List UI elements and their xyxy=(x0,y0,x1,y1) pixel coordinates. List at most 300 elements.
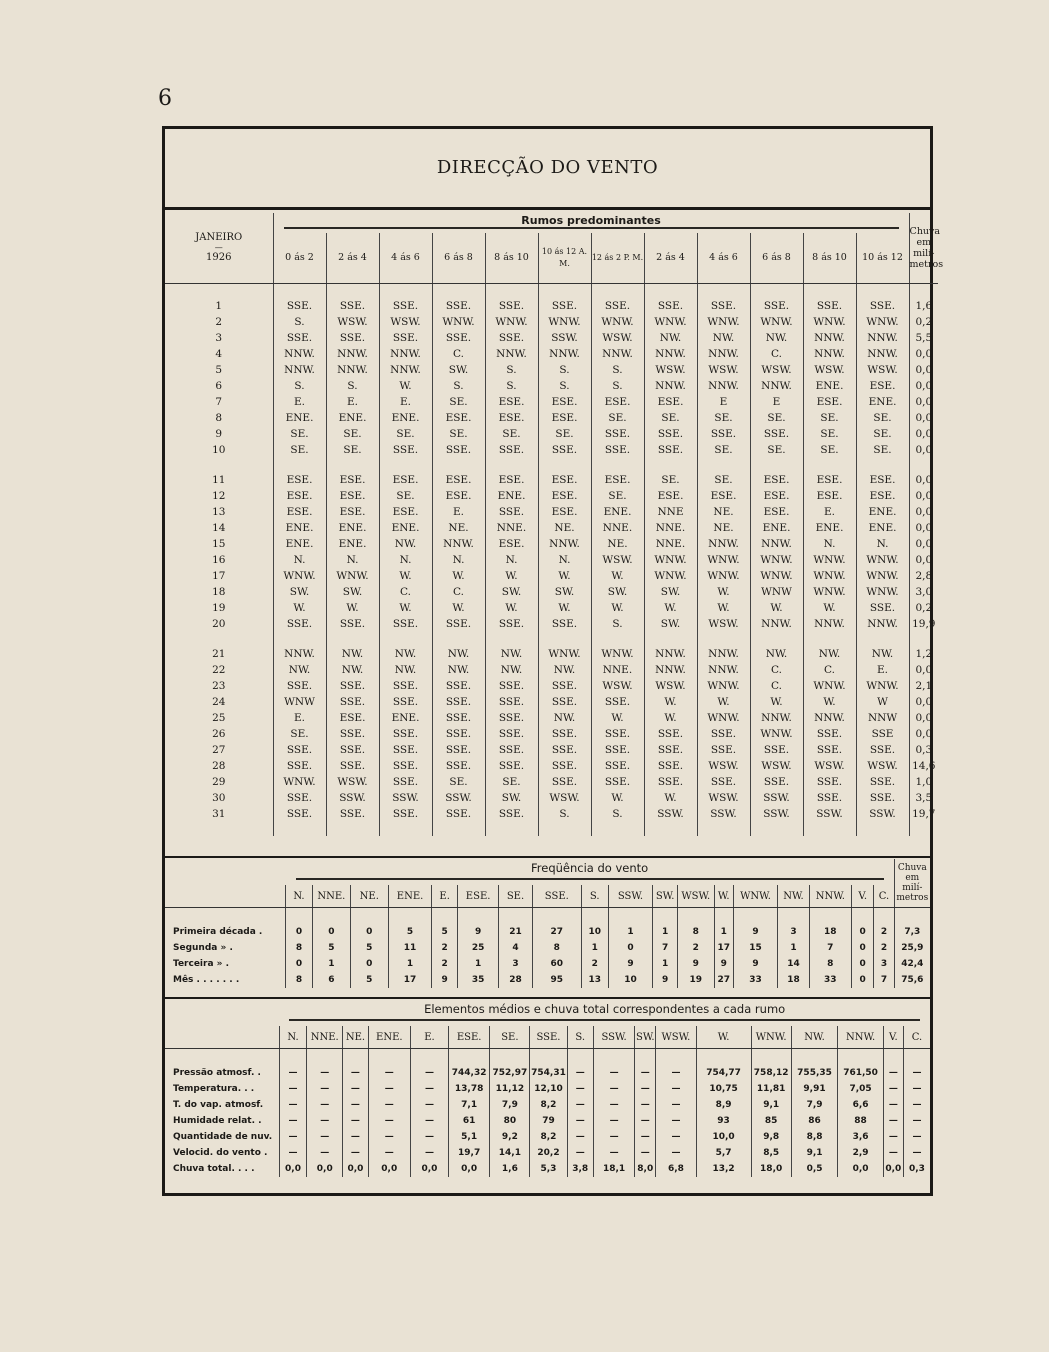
element-cell: — xyxy=(656,1097,696,1113)
wind-cell: S. xyxy=(485,378,538,394)
wind-cell: E. xyxy=(273,710,326,726)
wind-cell: WNW. xyxy=(697,710,750,726)
spacer-cell xyxy=(538,632,591,646)
wind-cell: NW. xyxy=(379,662,432,678)
wind-cell: W. xyxy=(591,568,644,584)
element-cell: 9,1 xyxy=(791,1145,838,1161)
wind-cell: C. xyxy=(803,662,856,678)
spacer-cell xyxy=(379,284,432,299)
wind-cell: SSW. xyxy=(697,806,750,822)
wind-cell: NNW. xyxy=(750,616,803,632)
wind-cell: NNW. xyxy=(644,662,697,678)
freq-cell: 0 xyxy=(350,924,388,940)
wind-cell: SSE. xyxy=(485,758,538,774)
spacer-cell xyxy=(432,284,485,299)
element-cell: — xyxy=(343,1145,368,1161)
freq-cell: 9 xyxy=(733,924,778,940)
element-cell: — xyxy=(883,1113,903,1129)
element-cell: — xyxy=(410,1065,448,1081)
spacer-cell xyxy=(273,284,326,299)
day-row xyxy=(165,472,938,488)
wind-cell: WNW. xyxy=(803,584,856,600)
wind-cell: ESE. xyxy=(856,378,909,394)
wind-cell: WSW. xyxy=(538,790,591,806)
hour-header xyxy=(273,233,326,284)
wind-cell: SSE. xyxy=(273,790,326,806)
spacer-cell xyxy=(165,1049,279,1066)
wind-cell: ENE. xyxy=(379,410,432,426)
freq-cell: 1 xyxy=(312,956,350,972)
wind-cell: SSW. xyxy=(750,790,803,806)
spacer-cell xyxy=(644,632,697,646)
day-number: 14 xyxy=(212,522,226,534)
freq-cell: 2 xyxy=(874,924,894,940)
wind-cell: SSE. xyxy=(644,758,697,774)
wind-cell: SSE. xyxy=(538,694,591,710)
element-cell: — xyxy=(656,1113,696,1129)
spacer-cell xyxy=(750,632,803,646)
wind-cell: S. xyxy=(538,806,591,822)
wind-cell: WNW. xyxy=(856,552,909,568)
spacer-cell xyxy=(165,284,273,299)
spacer-cell xyxy=(165,632,273,646)
element-cell: 8,2 xyxy=(530,1129,567,1145)
spacer-cell xyxy=(608,908,653,925)
freq-cell: 0 xyxy=(852,956,874,972)
freq-cell: 9 xyxy=(733,956,778,972)
element-cell: 0,0 xyxy=(279,1161,307,1177)
spacer-cell xyxy=(697,284,750,299)
rain-cell: 0,3 xyxy=(909,742,938,758)
direction-header: NNW. xyxy=(809,885,851,908)
day-row xyxy=(165,694,938,710)
direction-header: WNW. xyxy=(733,885,778,908)
hour-header xyxy=(326,233,379,284)
wind-cell: SW. xyxy=(538,584,591,600)
freq-cell: 9 xyxy=(432,972,458,988)
spacer-cell xyxy=(286,908,313,925)
spacer-cell xyxy=(750,458,803,472)
wind-cell: ESE. xyxy=(591,394,644,410)
wind-cell: SE. xyxy=(485,774,538,790)
wind-cell: NNW. xyxy=(697,536,750,552)
wind-cell: NNW. xyxy=(485,346,538,362)
spacer-cell xyxy=(432,632,485,646)
freq-cell: 35 xyxy=(457,972,498,988)
element-cell: — xyxy=(567,1065,593,1081)
wind-cell: S. xyxy=(538,362,591,378)
wind-cell: SSE. xyxy=(644,774,697,790)
wind-cell: SSE. xyxy=(432,742,485,758)
day-number: 4 xyxy=(215,348,223,360)
day-number: 9 xyxy=(215,428,223,440)
rain-cell: 0,0 xyxy=(909,346,938,362)
element-cell: 0,0 xyxy=(883,1161,903,1177)
day-number: 28 xyxy=(212,760,226,772)
spacer-cell xyxy=(653,908,678,925)
wind-cell: NNE. xyxy=(644,536,697,552)
freq-cell: 1 xyxy=(778,940,809,956)
wind-cell: W. xyxy=(644,694,697,710)
spacer-row xyxy=(165,822,938,836)
wind-cell: SSE. xyxy=(273,678,326,694)
freq-cell: 19 xyxy=(677,972,714,988)
wind-cell: WNW. xyxy=(538,314,591,330)
element-cell: — xyxy=(343,1065,368,1081)
elem-header-rule xyxy=(289,1019,920,1021)
spacer-cell xyxy=(591,458,644,472)
wind-cell: N. xyxy=(432,552,485,568)
day-row xyxy=(165,710,938,726)
day-row xyxy=(165,584,938,600)
month-label: JANEIRO xyxy=(195,232,243,243)
month-header-cell xyxy=(165,213,273,284)
freq-cell: 1 xyxy=(653,956,678,972)
wind-cell: SE. xyxy=(273,442,326,458)
day-row xyxy=(165,774,938,790)
wind-cell: SE. xyxy=(697,410,750,426)
wind-cell: NW. xyxy=(326,646,379,662)
wind-cell: SSE. xyxy=(379,774,432,790)
rain-cell: 19,9 xyxy=(909,616,938,632)
direction-header: N. xyxy=(279,1026,307,1049)
page-title: DIRECÇÃO DO VENTO xyxy=(436,157,659,178)
freq-cell: 0 xyxy=(286,924,313,940)
wind-cell: WNW xyxy=(273,694,326,710)
day-number: 8 xyxy=(215,412,223,424)
element-cell: — xyxy=(656,1065,696,1081)
group-header-cell xyxy=(273,213,909,233)
spacer-cell xyxy=(697,458,750,472)
day-row xyxy=(165,426,938,442)
freq-row xyxy=(165,972,930,988)
wind-cell: SE. xyxy=(432,394,485,410)
spacer-cell xyxy=(803,458,856,472)
day-number: 21 xyxy=(212,648,226,660)
wind-cell: SE. xyxy=(697,442,750,458)
wind-cell: SSE. xyxy=(379,298,432,314)
direction-header: N. xyxy=(286,885,313,908)
freq-cell: 8 xyxy=(532,940,581,956)
wind-cell: ENE. xyxy=(273,410,326,426)
direction-header: SSE. xyxy=(532,885,581,908)
element-cell: — xyxy=(567,1145,593,1161)
spacer-cell xyxy=(644,284,697,299)
element-cell: 0,0 xyxy=(449,1161,490,1177)
wind-cell: S. xyxy=(538,378,591,394)
hour-header xyxy=(591,233,644,284)
spacer-cell xyxy=(909,458,938,472)
wind-cell: W. xyxy=(750,600,803,616)
wind-cell: S. xyxy=(273,378,326,394)
wind-cell: SSE. xyxy=(379,330,432,346)
wind-cell: SSE. xyxy=(856,774,909,790)
day-number: 13 xyxy=(212,506,226,518)
hour-label: 6 ás 8 xyxy=(444,252,473,263)
wind-cell: ENE. xyxy=(803,520,856,536)
wind-cell: WSW. xyxy=(591,330,644,346)
spacer-cell xyxy=(368,1049,410,1066)
element-cell: 6,6 xyxy=(838,1097,883,1113)
wind-cell: NE. xyxy=(591,536,644,552)
wind-cell: NNW. xyxy=(697,662,750,678)
wind-cell: SW. xyxy=(644,616,697,632)
freq-cell: 18 xyxy=(809,924,851,940)
spacer-cell xyxy=(326,458,379,472)
year-label: 1926 xyxy=(206,252,232,263)
freq-cell: 2 xyxy=(432,956,458,972)
wind-cell: SSE. xyxy=(697,742,750,758)
wind-cell: NNW. xyxy=(697,378,750,394)
day-number: 18 xyxy=(212,586,226,598)
day-row xyxy=(165,410,938,426)
wind-cell: SSE. xyxy=(379,442,432,458)
freq-corner xyxy=(165,859,286,885)
wind-cell: WSW. xyxy=(591,678,644,694)
wind-cell: SSE. xyxy=(538,442,591,458)
spacer-cell xyxy=(538,284,591,299)
wind-cell: S. xyxy=(273,314,326,330)
wind-cell: NNW. xyxy=(697,346,750,362)
direction-header: S. xyxy=(581,885,608,908)
element-cell: — xyxy=(635,1081,656,1097)
wind-cell: SSE. xyxy=(326,298,379,314)
day-number: 3 xyxy=(215,332,223,344)
wind-cell: NNW. xyxy=(538,536,591,552)
wind-cell: ENE. xyxy=(379,710,432,726)
wind-cell: NNW. xyxy=(273,362,326,378)
element-cell: — xyxy=(368,1113,410,1129)
direction-header: NNE. xyxy=(307,1026,343,1049)
element-cell: — xyxy=(410,1097,448,1113)
wind-cell: ENE. xyxy=(326,520,379,536)
wind-cell: S. xyxy=(591,806,644,822)
wind-cell: ENE. xyxy=(856,520,909,536)
wind-cell: NNW. xyxy=(326,346,379,362)
wind-cell: WNW. xyxy=(591,646,644,662)
wind-cell: E. xyxy=(273,394,326,410)
wind-cell: W. xyxy=(379,568,432,584)
wind-cell: SSE. xyxy=(803,774,856,790)
wind-cell: ESE. xyxy=(485,394,538,410)
freq-cell: 27 xyxy=(714,972,733,988)
element-cell: 9,8 xyxy=(751,1129,791,1145)
rain-cell: 0,2 xyxy=(909,600,938,616)
spacer-row xyxy=(165,908,930,925)
spacer-cell xyxy=(593,1049,634,1066)
spacer-cell xyxy=(532,908,581,925)
element-cell: — xyxy=(279,1065,307,1081)
wind-cell: SSE. xyxy=(273,806,326,822)
freq-cell: 6 xyxy=(312,972,350,988)
spacer-cell xyxy=(432,908,458,925)
day-number: 2 xyxy=(215,316,223,328)
day-row xyxy=(165,552,938,568)
wind-cell: N. xyxy=(538,552,591,568)
wind-cell: SSE. xyxy=(803,298,856,314)
element-cell: 9,91 xyxy=(791,1081,838,1097)
row-label: Quantidade de nuv. xyxy=(173,1132,273,1142)
wind-cell: WNW. xyxy=(644,552,697,568)
spacer-cell xyxy=(856,632,909,646)
wind-cell: ENE. xyxy=(326,536,379,552)
day-number: 12 xyxy=(212,490,226,502)
element-cell: — xyxy=(307,1129,343,1145)
spacer-cell xyxy=(499,908,532,925)
day-number: 15 xyxy=(212,538,226,550)
wind-cell: WNW. xyxy=(856,314,909,330)
rain-cell: 0,0 xyxy=(909,362,938,378)
rain-cell: 1,6 xyxy=(909,298,938,314)
wind-cell: WSW. xyxy=(644,678,697,694)
wind-cell: WNW. xyxy=(273,774,326,790)
wind-cell: ESE. xyxy=(379,504,432,520)
day-row xyxy=(165,806,938,822)
spacer-cell xyxy=(883,1049,903,1066)
element-cell: 80 xyxy=(490,1113,530,1129)
freq-cell: 3 xyxy=(874,956,894,972)
element-cell: — xyxy=(903,1113,930,1129)
wind-cell: E xyxy=(697,394,750,410)
wind-cell: ENE. xyxy=(326,410,379,426)
wind-cell: C. xyxy=(750,662,803,678)
wind-cell: N. xyxy=(273,552,326,568)
element-cell: 10,75 xyxy=(696,1081,751,1097)
wind-cell: NW. xyxy=(856,646,909,662)
element-cell: — xyxy=(635,1129,656,1145)
day-row xyxy=(165,758,938,774)
wind-cell: SE. xyxy=(326,426,379,442)
wind-cell: NW. xyxy=(326,662,379,678)
wind-cell: SSE. xyxy=(697,298,750,314)
hour-header xyxy=(432,233,485,284)
hour-label: 6 ás 8 xyxy=(762,252,791,263)
wind-cell: SW. xyxy=(432,362,485,378)
spacer-row xyxy=(165,1049,930,1066)
wind-cell: WSW. xyxy=(697,362,750,378)
wind-cell: SSE. xyxy=(379,616,432,632)
wind-cell: ESE. xyxy=(803,488,856,504)
direction-header: ENE. xyxy=(388,885,432,908)
spacer-cell xyxy=(591,284,644,299)
rain-cell: 3,0 xyxy=(909,584,938,600)
spacer-cell xyxy=(343,1049,368,1066)
wind-cell: WNW. xyxy=(750,726,803,742)
wind-cell: ESE. xyxy=(432,472,485,488)
spacer-cell xyxy=(567,1049,593,1066)
element-cell: 9,1 xyxy=(751,1097,791,1113)
element-cell: 11,12 xyxy=(490,1081,530,1097)
element-cell: 13,78 xyxy=(449,1081,490,1097)
wind-cell: SE. xyxy=(591,488,644,504)
wind-cell: SSE. xyxy=(644,426,697,442)
wind-cell: E. xyxy=(432,504,485,520)
day-number: 19 xyxy=(212,602,226,614)
wind-cell: N. xyxy=(379,552,432,568)
elem-header: Elementos médios e chuva total correspondentes a cada rumo xyxy=(424,1002,786,1016)
day-row xyxy=(165,616,938,632)
wind-cell: NNW. xyxy=(750,710,803,726)
freq-row xyxy=(165,940,930,956)
direction-header: NNE. xyxy=(312,885,350,908)
wind-cell: SSE. xyxy=(485,442,538,458)
element-cell: — xyxy=(903,1081,930,1097)
rain-cell: 0,0 xyxy=(909,442,938,458)
wind-cell: NNW. xyxy=(803,346,856,362)
wind-cell: ESE. xyxy=(273,472,326,488)
wind-cell: WNW. xyxy=(485,314,538,330)
direction-header: V. xyxy=(852,885,874,908)
wind-cell: WSW. xyxy=(750,758,803,774)
element-cell: 761,50 xyxy=(838,1065,883,1081)
wind-cell: SSE. xyxy=(750,774,803,790)
wind-cell: NNW. xyxy=(856,616,909,632)
spacer-cell xyxy=(326,632,379,646)
freq-header-rule xyxy=(296,878,884,880)
wind-cell: ESE. xyxy=(538,488,591,504)
elem-header-cell xyxy=(279,1000,930,1026)
wind-cell: W. xyxy=(591,790,644,806)
wind-cell: ENE. xyxy=(485,488,538,504)
wind-cell: SSE. xyxy=(379,694,432,710)
wind-cell: ESE. xyxy=(856,472,909,488)
day-row xyxy=(165,346,938,362)
direction-header: NW. xyxy=(791,1026,838,1049)
element-row xyxy=(165,1161,930,1177)
wind-cell: SSE. xyxy=(750,298,803,314)
hour-header xyxy=(379,233,432,284)
element-cell: 8,8 xyxy=(791,1129,838,1145)
rain-cell: 0,0 xyxy=(909,394,938,410)
wind-cell: WNW. xyxy=(697,568,750,584)
wind-cell: W. xyxy=(644,710,697,726)
wind-cell: C. xyxy=(750,678,803,694)
day-number: 10 xyxy=(212,444,226,456)
element-cell: 19,7 xyxy=(449,1145,490,1161)
wind-cell: SSE. xyxy=(326,726,379,742)
row-label: Humidade relat. . xyxy=(173,1116,262,1126)
element-cell: — xyxy=(343,1081,368,1097)
wind-cell: SSE. xyxy=(379,678,432,694)
wind-cell: N. xyxy=(326,552,379,568)
element-cell: — xyxy=(593,1097,634,1113)
wind-cell: NE. xyxy=(697,504,750,520)
wind-cell: ESE. xyxy=(485,472,538,488)
rain-cell: 0,0 xyxy=(909,520,938,536)
element-cell: — xyxy=(343,1129,368,1145)
wind-cell: W. xyxy=(803,694,856,710)
direction-header: ESE. xyxy=(449,1026,490,1049)
wind-cell: W. xyxy=(644,790,697,806)
element-cell: — xyxy=(567,1129,593,1145)
hour-label: 12 ás 2 P. M. xyxy=(591,253,644,262)
wind-cell: NW. xyxy=(379,646,432,662)
element-cell: — xyxy=(635,1065,656,1081)
element-cell: 0,3 xyxy=(903,1161,930,1177)
rain-cell: 0,0 xyxy=(909,536,938,552)
spacer-cell xyxy=(635,1049,656,1066)
wind-cell: SW. xyxy=(591,584,644,600)
frequency-section xyxy=(165,859,930,988)
spacer-cell xyxy=(530,1049,567,1066)
freq-rain-header: Chuva em milímetros xyxy=(894,859,930,908)
wind-cell: ESE. xyxy=(379,472,432,488)
freq-cell: 1 xyxy=(457,956,498,972)
wind-cell: SSW. xyxy=(379,790,432,806)
wind-cell: S. xyxy=(485,362,538,378)
wind-cell: SSE. xyxy=(485,678,538,694)
element-cell: 18,1 xyxy=(593,1161,634,1177)
